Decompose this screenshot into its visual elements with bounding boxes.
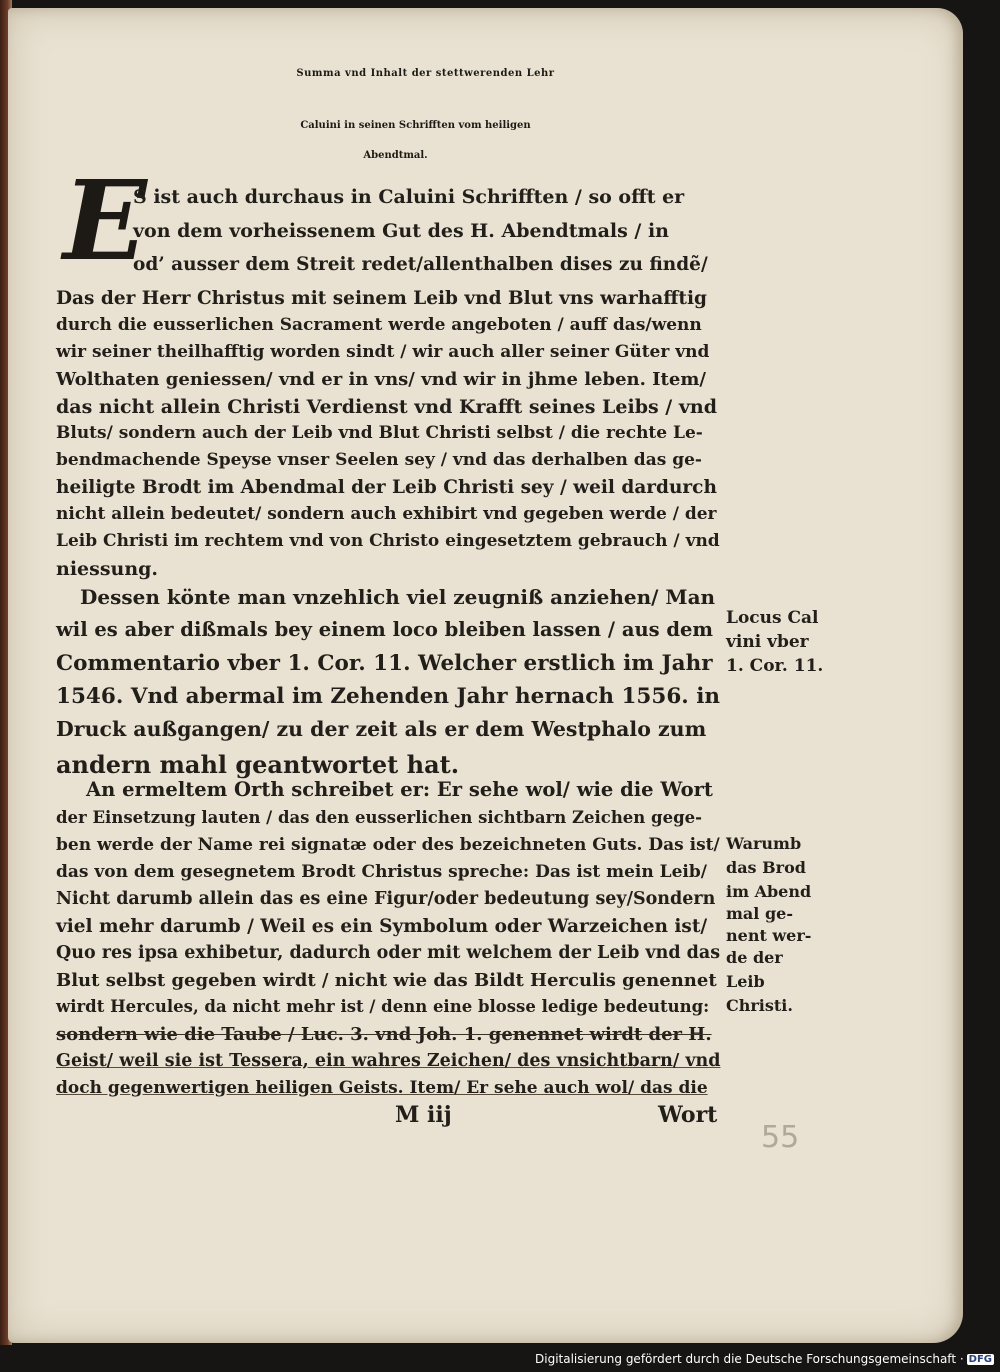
marginal-note-1-line: 1. Cor. 11.: [726, 656, 824, 676]
marginal-note-2-line: nent wer-: [726, 926, 812, 945]
para3-line-underlined: sondern wie die Taube / Luc. 3. vnd Joh. 1. genennet wirdt der H.: [56, 1024, 712, 1045]
para3-line: Nicht darumb allein das es eine Figur/oder bedeutung sey/Sondern: [56, 889, 716, 909]
drop-capital: E: [63, 156, 147, 285]
para1-line: Das der Herr Christus mit seinem Leib vnd Blut vns warhafftig: [56, 288, 707, 309]
para3-line-underlined: doch gegenwertigen heiligen Geists. Item/ Er sehe auch wol/ das die: [56, 1078, 708, 1098]
para1-line: Leib Christi im rechtem vnd von Christo eingesetztem gebrauch / vnd: [56, 531, 720, 551]
para1-line: S ist auch durchaus in Caluini Schrifften / so offt er: [133, 186, 685, 208]
funding-footer: [535, 1352, 994, 1366]
marginal-note-1-line: Locus Cal: [726, 608, 819, 628]
para3-line: der Einsetzung lauten / das den eusserlichen sichtbarn Zeichen gege-: [56, 808, 702, 827]
para3-line: viel mehr darumb / Weil es ein Symbolum oder Warzeichen ist/: [56, 916, 708, 937]
para1-line: Bluts/ sondern auch der Leib vnd Blut Christi selbst / die rechte Le-: [56, 423, 703, 443]
para3-line: Blut selbst gegeben wirdt / nicht wie das Bildt Herculis genennet: [56, 970, 717, 991]
marginal-note-2-line: de der: [726, 948, 783, 967]
para1-line: von dem vorheissenem Gut des H. Abendtmals / in: [133, 220, 669, 242]
para3-line: An ermeltem Orth schreibet er: Er sehe wol/ wie die Wort: [86, 778, 713, 801]
heading-line-2: Caluini in seinen Schrifften vom heiligen: [300, 120, 531, 131]
marginal-note-2-line: mal ge-: [726, 904, 793, 923]
para2-line: wil es aber dißmals bey einem loco bleiben lassen / aus dem: [56, 618, 714, 641]
dfg-logo: DFG: [968, 1354, 992, 1365]
heading-line-1: Summa vnd Inhalt der stettwerenden Lehr: [296, 68, 555, 79]
marginal-note-2-line: Christi.: [726, 996, 793, 1015]
para3-line-underlined: Geist/ weil sie ist Tessera, ein wahres Zeichen/ des vnsichtbarn/ vnd: [56, 1051, 721, 1071]
para3-line: ben werde der Name rei signatæ oder des bezeichneten Guts. Das ist/: [56, 835, 720, 855]
para3-line: das von dem gesegnetem Brodt Christus spreche: Das ist mein Leib/: [56, 862, 707, 882]
marginal-note-2-line: Leib: [726, 972, 765, 991]
para2-line: andern mahl geantwortet hat.: [56, 750, 460, 779]
para3-line: Quo res ipsa exhibetur, dadurch oder mit welchem der Leib vnd das: [56, 943, 721, 963]
heading-line-3: Abendtmal.: [363, 150, 428, 161]
para1-line: heiligte Brodt im Abendmal der Leib Christi sey / weil dardurch: [56, 477, 717, 498]
catchword: Wort: [658, 1102, 718, 1128]
para2-line: Druck außgangen/ zu der zeit als er dem Westphalo zum: [56, 717, 707, 741]
scanned-page: [8, 8, 963, 1343]
para1-line: niessung.: [56, 558, 159, 580]
para2-line: Commentario vber 1. Cor. 11. Welcher erstlich im Jahr: [56, 651, 713, 676]
para1-line: Wolthaten geniessen/ vnd er in vns/ vnd wir in jhme leben. Item/: [56, 369, 706, 390]
para1-line: bendmachende Speyse vnser Seelen sey / vnd das derhalben das ge-: [56, 450, 702, 470]
footer-text: Digitalisierung gefördert durch die Deutsche Forschungsgemeinschaft ·: [535, 1352, 964, 1366]
para2-line: Dessen könte man vnzehlich viel zeugniß anziehen/ Man: [80, 585, 716, 609]
marginal-note-2-line: im Abend: [726, 882, 812, 901]
para1-line: durch die eusserlichen Sacrament werde angeboten / auff das/wenn: [56, 315, 702, 335]
para1-line: das nicht allein Christi Verdienst vnd Krafft seines Leibs / vnd: [56, 396, 718, 418]
pencil-folio-number: 55: [761, 1120, 800, 1155]
signature-mark: M iij: [395, 1102, 452, 1128]
para3-line: wirdt Hercules, da nicht mehr ist / denn eine blosse ledige bedeutung:: [56, 997, 710, 1016]
marginal-note-2-line: das Brod: [726, 858, 806, 877]
marginal-note-1-line: vini vber: [726, 632, 809, 652]
para1-line: wir seiner theilhafftig worden sindt / wir auch aller seiner Güter vnd: [56, 342, 710, 362]
marginal-note-2-line: Warumb: [726, 834, 802, 853]
para1-line: od’ ausser dem Streit redet/allenthalben dises zu findẽ/: [133, 254, 708, 275]
para1-line: nicht allein bedeutet/ sondern auch exhibirt vnd gegeben werde / der: [56, 504, 717, 524]
para2-line: 1546. Vnd abermal im Zehenden Jahr hernach 1556. in: [56, 684, 721, 709]
